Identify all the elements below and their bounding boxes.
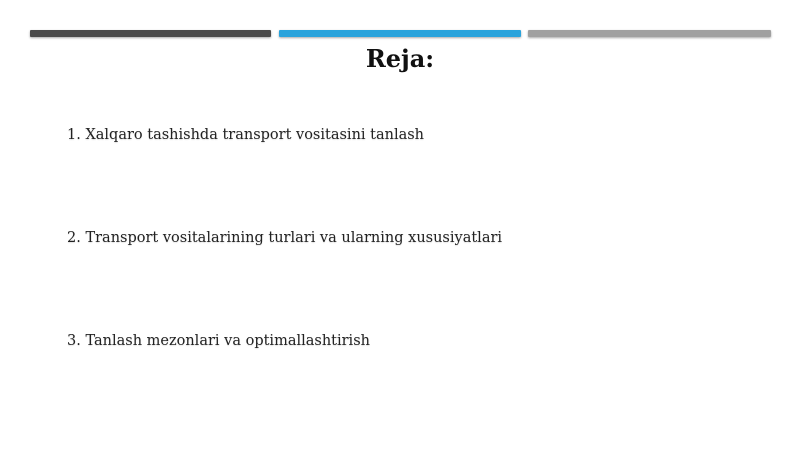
slide-title: Reja:: [365, 44, 435, 73]
header-bar-blue: [279, 30, 521, 37]
agenda-item-2: 2. Transport vositalarining turlari va ularning xususiyatlari: [67, 230, 503, 246]
header-bar-gray: [528, 30, 771, 37]
agenda-item-1: 1. Xalqaro tashishda transport vositasini tanlash: [67, 127, 425, 143]
header-bar-dark: [30, 30, 271, 37]
agenda-item-3: 3. Tanlash mezonlari va optimallashtirish: [67, 333, 370, 349]
